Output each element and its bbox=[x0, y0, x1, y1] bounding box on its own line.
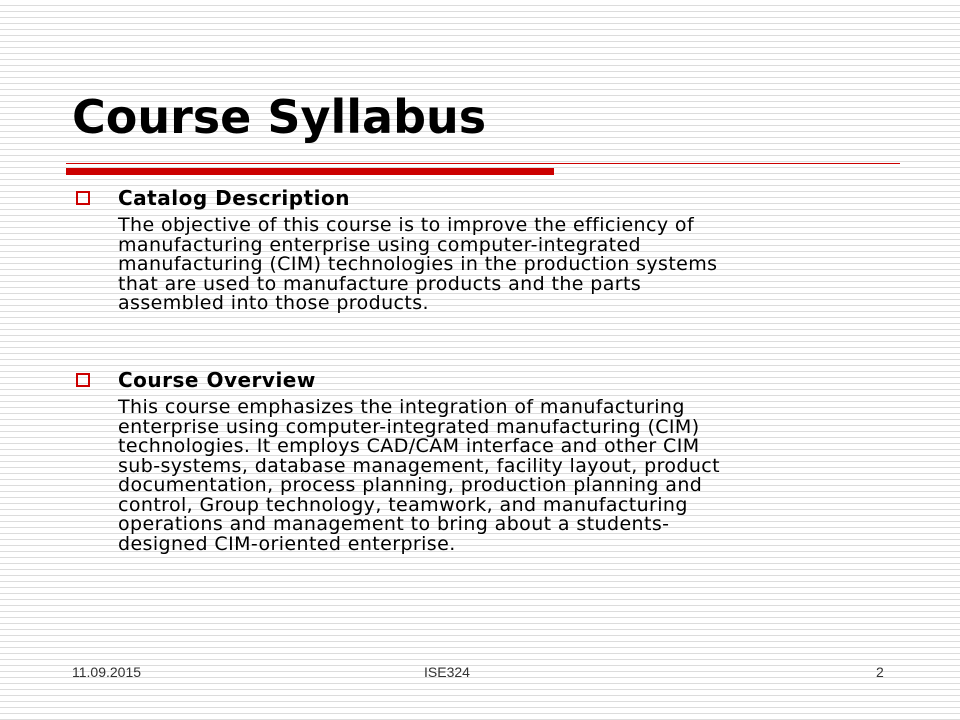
section-body bbox=[118, 216, 862, 314]
section-course-overview bbox=[72, 368, 862, 554]
body-line: control, Group technology, teamwork, and manufacturing bbox=[118, 493, 688, 516]
square-bullet-icon bbox=[76, 191, 90, 205]
body-line: technologies. It employs CAD/CAM interface and other CIM bbox=[118, 435, 700, 457]
square-bullet-icon bbox=[76, 373, 90, 387]
slide-title: Course Syllabus bbox=[72, 90, 487, 144]
body-line: assembled into those products. bbox=[118, 292, 429, 314]
body-line: The objective of this course is to improve the efficiency of bbox=[118, 214, 695, 236]
body-line: operations and management to bring about a students- bbox=[118, 513, 670, 535]
footer-course: ISE324 bbox=[424, 664, 470, 680]
title-underline-thick bbox=[66, 168, 554, 175]
body-line: sub-systems, database management, facility layout, product bbox=[118, 454, 720, 477]
footer-date: 11.09.2015 bbox=[72, 664, 142, 680]
body-line: manufacturing enterprise using computer-integrated bbox=[118, 233, 642, 256]
section-header bbox=[72, 368, 862, 394]
section-heading: Catalog Description bbox=[118, 186, 350, 210]
section-header bbox=[72, 186, 862, 212]
body-line: documentation, process planning, production planning and bbox=[118, 474, 703, 496]
body-line: This course emphasizes the integration of manufacturing bbox=[118, 396, 685, 418]
body-line: designed CIM-oriented enterprise. bbox=[118, 532, 456, 555]
body-line: that are used to manufacture products and the parts bbox=[118, 272, 642, 295]
title-underline-thin bbox=[66, 163, 900, 164]
footer-page-number: 2 bbox=[876, 664, 884, 680]
body-line: enterprise using computer-integrated manufacturing (CIM) bbox=[118, 415, 700, 438]
section-heading: Course Overview bbox=[118, 368, 316, 392]
section-body bbox=[118, 398, 862, 554]
body-line: manufacturing (CIM) technologies in the production systems bbox=[118, 253, 718, 275]
section-catalog-description bbox=[72, 186, 862, 314]
